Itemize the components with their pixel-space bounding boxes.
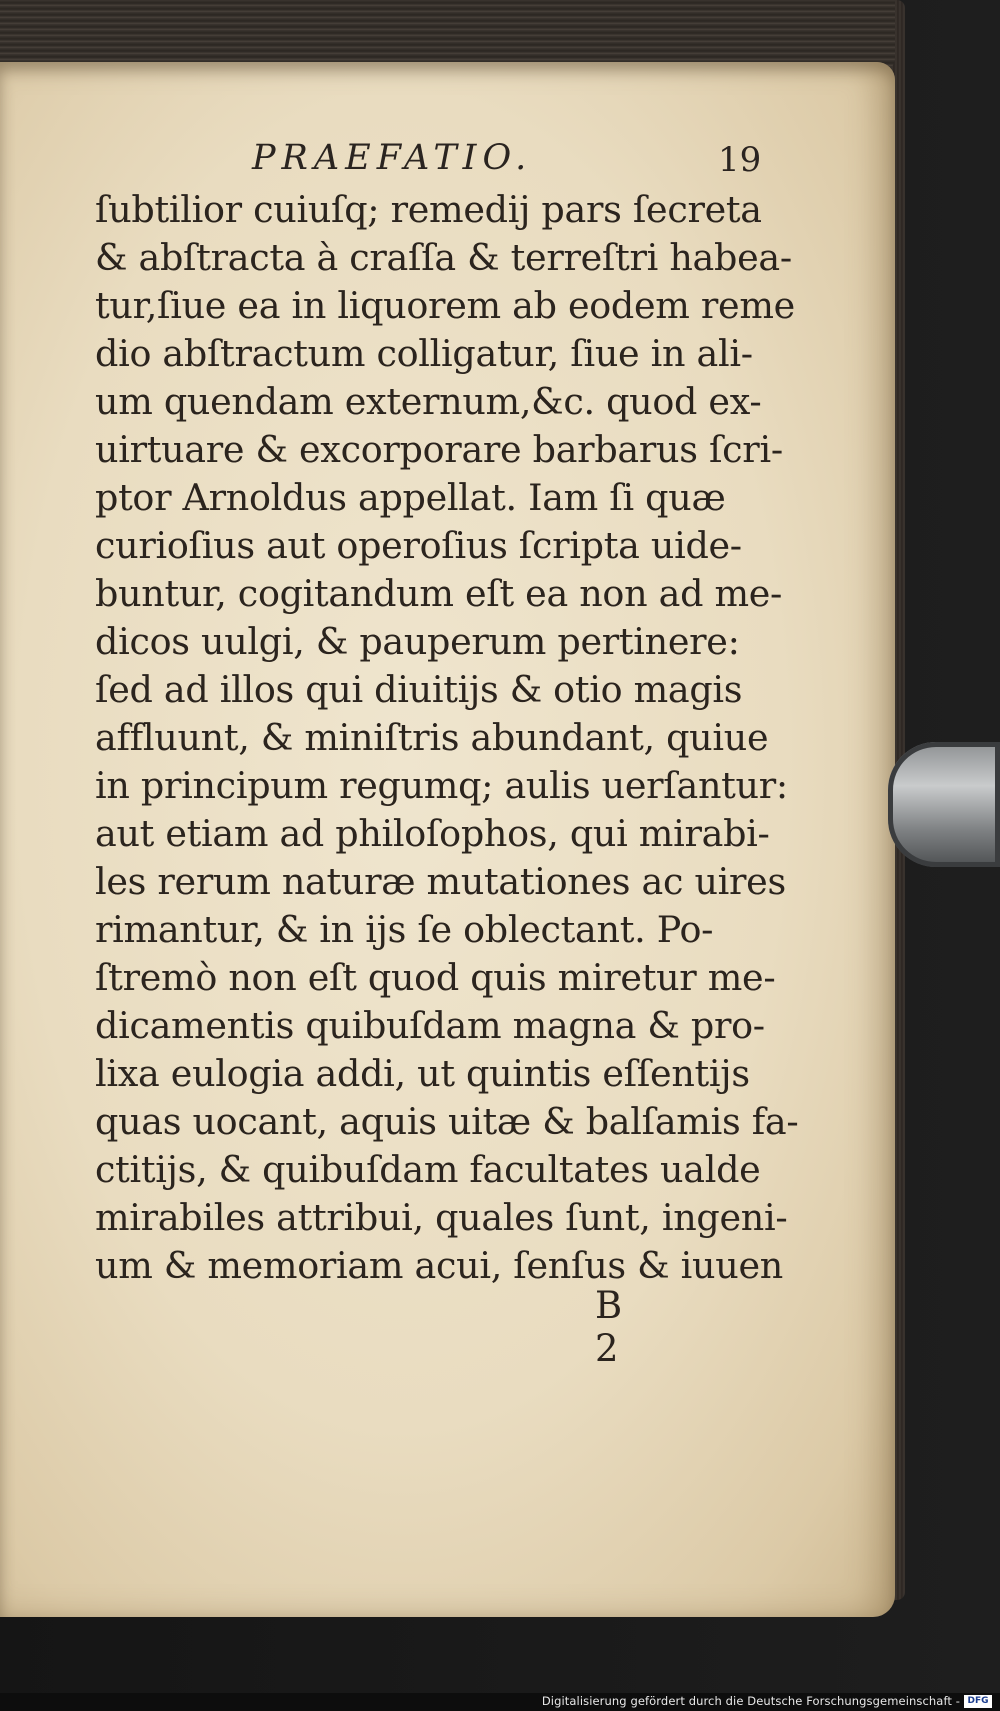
text-line: dio abſtractum colligatur, ſiue in ali- — [95, 332, 753, 375]
text-line: & abſtracta à craſſa & terreſtri habea- — [95, 236, 792, 279]
running-head: PRAEFATIO. — [252, 138, 533, 178]
text-line: in principum regumq; aulis uerſantur: — [95, 764, 788, 807]
text-line: curioſius aut operoſius ſcripta uide- — [95, 524, 742, 567]
page-number: 19 — [718, 140, 762, 180]
text-line: dicos uulgi, & pauperum pertinere: — [95, 620, 740, 663]
text-line: um & memoriam acui, ſenſus & iuuen — [95, 1244, 783, 1287]
text-line: quas uocant, aquis uitæ & balſamis fa- — [95, 1100, 799, 1143]
page-clip — [888, 742, 1000, 867]
text-line: aut etiam ad philoſophos, qui mirabi- — [95, 812, 770, 855]
text-line: les rerum naturæ mutationes ac uires — [95, 860, 786, 903]
text-line: ptor Arnoldus appellat. Iam ſi quæ — [95, 476, 726, 519]
text-line: rimantur, & in ijs ſe oblectant. Po- — [95, 908, 714, 951]
text-line: ſed ad illos qui diuitijs & otio magis — [95, 668, 743, 711]
dfg-logo: DFG — [964, 1695, 992, 1708]
text-line: ſubtilior cuiuſq; remedij pars ſecreta — [95, 188, 762, 231]
text-line: um quendam externum,&c. quod ex- — [95, 380, 762, 423]
text-line: affluunt, & miniſtris abundant, quiue — [95, 716, 769, 759]
footer-credit: Digitalisierung gefördert durch die Deutsche Forschungsgemeinschaft - — [541, 1694, 960, 1708]
text-line: ctitijs, & quibuſdam facultates ualde — [95, 1148, 761, 1191]
text-line: mirabiles attribui, quales ſunt, ingeni- — [95, 1196, 788, 1239]
text-line: uirtuare & excorporare barbarus ſcri- — [95, 428, 783, 471]
text-line: ſtremò non eſt quod quis miretur me- — [95, 956, 776, 999]
text-line: dicamentis quibuſdam magna & pro- — [95, 1004, 765, 1047]
text-line: buntur, cogitandum eſt ea non ad me- — [95, 572, 783, 615]
signature-mark: B 2 — [595, 1284, 623, 1370]
text-line: lixa eulogia addi, ut quintis eſſentijs — [95, 1052, 750, 1095]
text-line: tur,ſiue ea in liquorem ab eodem reme — [95, 284, 795, 327]
